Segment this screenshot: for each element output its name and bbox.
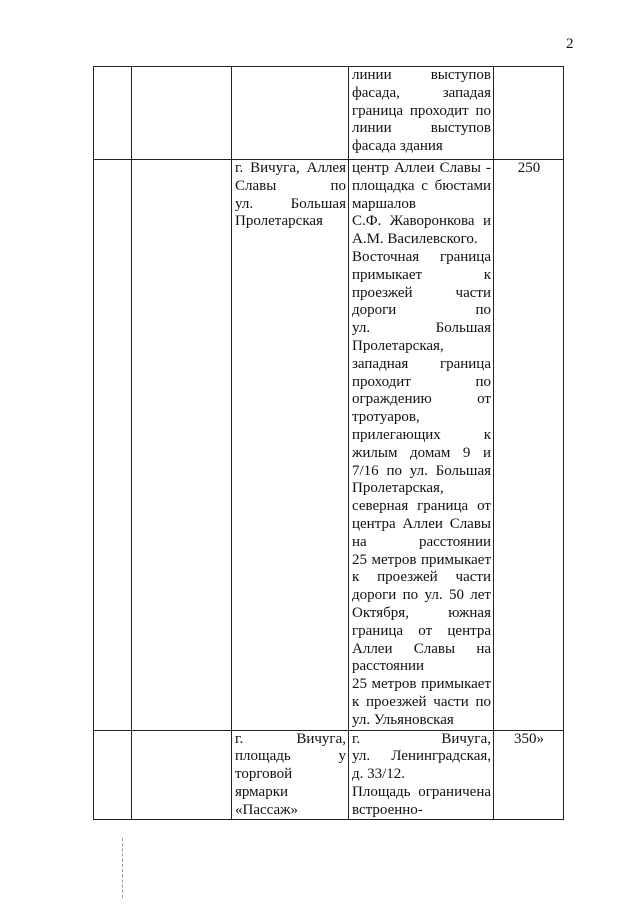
table-row <box>94 160 564 731</box>
text-line: Аллеи Славы на <box>352 640 491 657</box>
text-line: фасада, западая <box>352 84 491 101</box>
text-line: проезжей части <box>352 284 491 301</box>
text-line: к проезжей части <box>352 569 491 586</box>
text-line: прилегающих к <box>352 426 491 443</box>
text-line: северная граница от <box>352 498 491 515</box>
text-line: линии выступов <box>352 120 491 137</box>
text-line: торговой <box>235 766 293 783</box>
location-cell <box>232 160 349 731</box>
area-cell: 350» <box>494 730 564 820</box>
text-line: площадка с бюстами <box>352 177 491 194</box>
area-cell: 250 <box>494 160 564 731</box>
text-line: граница от центра <box>352 622 491 639</box>
text-line: С.Ф. Жаворонкова и <box>352 213 491 230</box>
description-cell <box>349 67 494 160</box>
text-line: г. Вичуга, <box>235 730 346 747</box>
text-line: 25 метров примыкает <box>352 551 491 568</box>
text-line: центр Аллеи Славы - <box>352 160 491 176</box>
location-cell <box>232 67 349 160</box>
text-line: тротуаров, <box>352 409 420 426</box>
text-line: Пролетарская <box>235 213 323 230</box>
text-line: Площадь ограничена <box>352 783 491 800</box>
text-line: Пролетарская, <box>352 480 444 497</box>
text-line: Октября, южная <box>352 604 491 621</box>
text-line: западная граница <box>352 355 491 372</box>
text-line: Славы по <box>235 177 346 194</box>
text-line: жилым домам 9 и <box>352 444 491 461</box>
text-line: проходит по <box>352 373 491 390</box>
text-line: Восточная граница <box>352 248 491 265</box>
text-line: на расстоянии <box>352 533 491 550</box>
text-line: фасада здания <box>352 138 443 155</box>
text-line: дороги по ул. 50 лет <box>352 587 491 604</box>
text-line: маршалов <box>352 195 416 212</box>
text-line: ул. Большая <box>235 195 346 212</box>
location-cell <box>232 730 349 820</box>
text-line: линии выступов <box>352 67 491 83</box>
description-cell <box>349 160 494 731</box>
text-line: граница проходит по <box>352 102 491 119</box>
text-line: 7/16 по ул. Большая <box>352 462 491 479</box>
text-line: Пролетарская, <box>352 337 444 354</box>
text-line: встроенно- <box>352 801 423 818</box>
text-line: ярмарки <box>235 783 289 800</box>
index-cell <box>94 160 132 731</box>
text-line: центра Аллеи Славы <box>352 515 491 532</box>
text-line: 25 метров примыкает <box>352 676 491 693</box>
text-line: к проезжей части по <box>352 693 491 710</box>
text-line: площадь у <box>235 748 346 765</box>
description-cell <box>349 730 494 820</box>
boundaries-table <box>93 66 564 820</box>
text-line: дороги по <box>352 302 491 319</box>
category-cell <box>132 730 232 820</box>
text-line: ул. Ленинградская, <box>352 748 491 765</box>
text-line: г. Вичуга, Аллея <box>235 160 346 176</box>
table-row <box>94 730 564 820</box>
text-line: ул. Большая <box>352 320 491 337</box>
index-cell <box>94 67 132 160</box>
text-line: А.М. Василевского. <box>352 231 478 248</box>
text-line: ограждению от <box>352 391 491 408</box>
index-cell <box>94 730 132 820</box>
page-number: 2 <box>566 36 574 52</box>
category-cell <box>132 160 232 731</box>
text-line: г. Вичуга, <box>352 730 491 747</box>
text-line: примыкает к <box>352 266 491 283</box>
text-line: ул. Ульяновская <box>352 711 454 728</box>
table-row <box>94 67 564 160</box>
text-line: расстоянии <box>352 658 425 675</box>
text-line: «Пассаж» <box>235 801 299 818</box>
scan-artifact-line <box>122 838 123 898</box>
category-cell <box>132 67 232 160</box>
area-cell <box>494 67 564 160</box>
text-line: д. 33/12. <box>352 766 406 783</box>
